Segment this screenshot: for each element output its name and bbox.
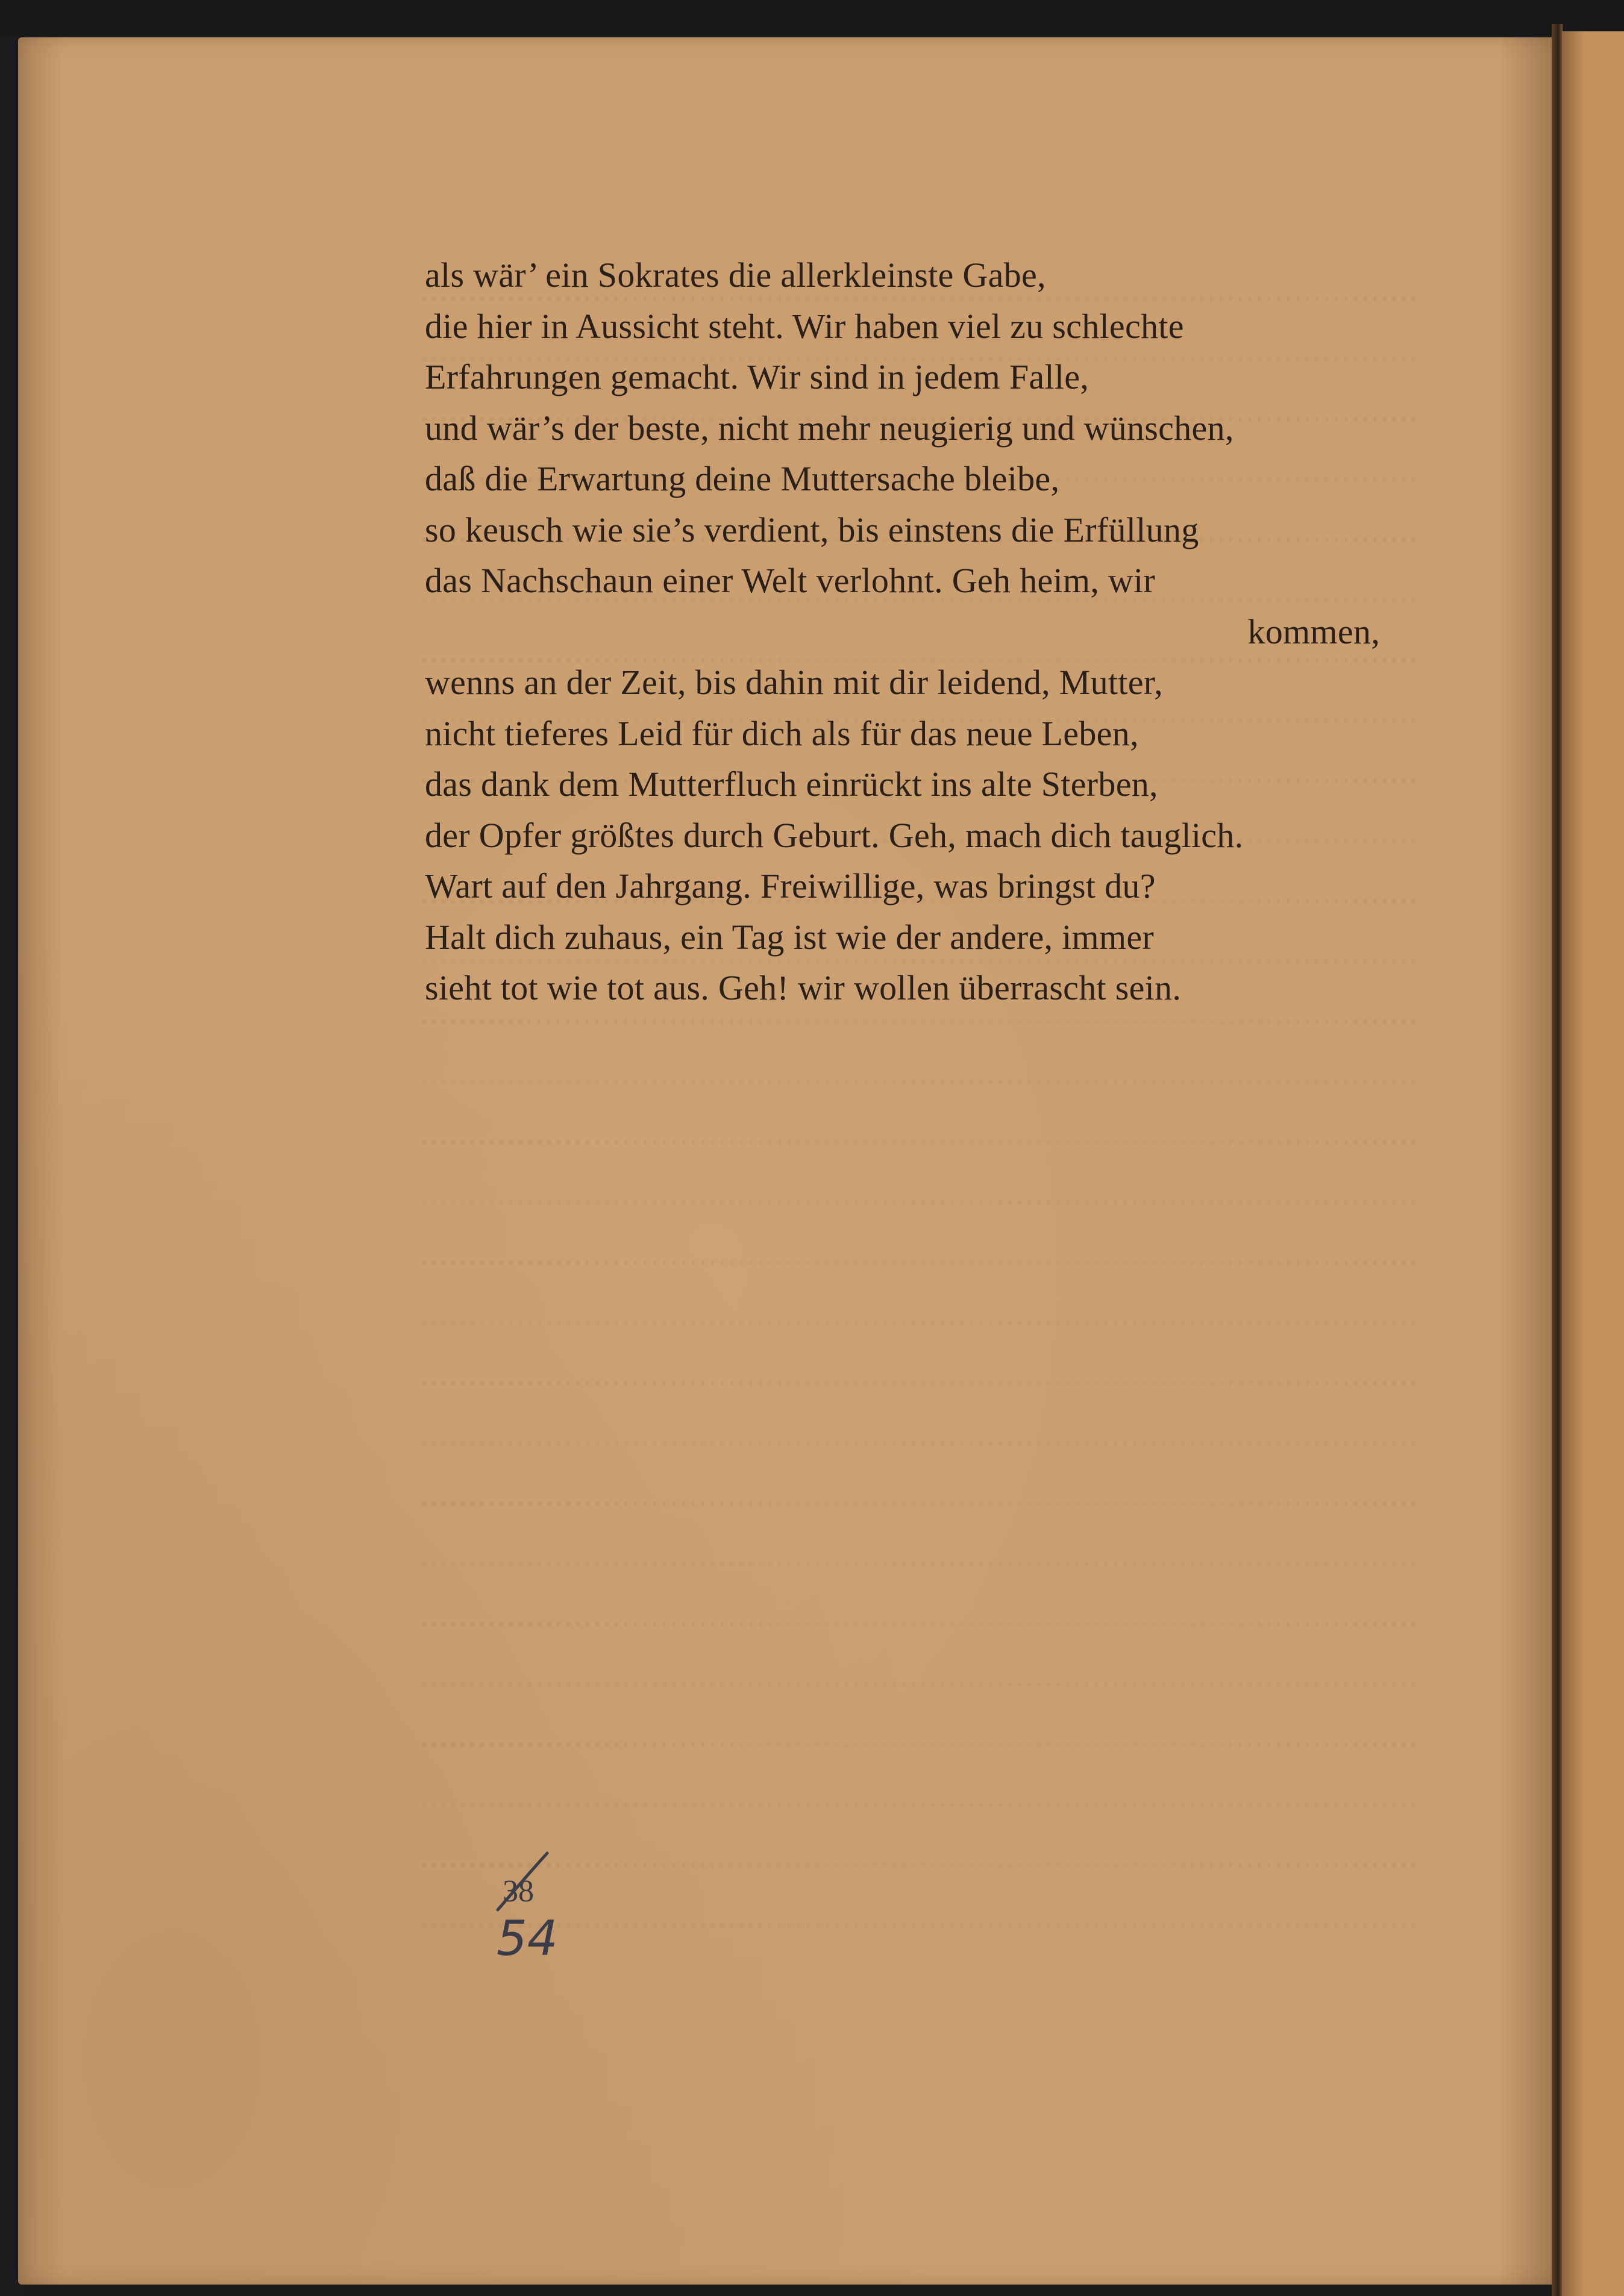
poem-line: als wär’ ein Sokrates die allerkleinste Gabe, [425, 255, 1046, 295]
poem-line: und wär’s der beste, nicht mehr neugierig und wünschen, [425, 408, 1234, 448]
book-gutter [1552, 24, 1563, 2296]
old-page-number: 38 [503, 1874, 534, 1909]
poem-line-runover: kommen, [1247, 612, 1380, 651]
poem-line: so keusch wie sie’s verdient, bis einstens die Erfüllung [425, 510, 1199, 549]
poem-line: daß die Erwartung deine Muttersache bleibe, [425, 459, 1060, 498]
strikethrough-mark [495, 1850, 550, 1916]
poem-line: der Opfer größtes durch Geburt. Geh, mach dich tauglich. [425, 815, 1244, 855]
facing-page-edge [1562, 31, 1624, 2296]
poem-line: Halt dich zuhaus, ein Tag ist wie der andere, immer [425, 917, 1155, 957]
poem-line: sieht tot wie tot aus. Geh! wir wollen überrascht sein. [425, 968, 1182, 1007]
scanner-background-top [0, 0, 1624, 36]
poem-line: wenns an der Zeit, bis dahin mit dir leidend, Mutter, [425, 663, 1163, 702]
poem-line: die hier in Aussicht steht. Wir haben viel zu schlechte [425, 306, 1184, 346]
poem-line: das dank dem Mutterfluch einrückt ins alte Sterben, [425, 765, 1158, 804]
new-page-number: 54 [497, 1910, 558, 1966]
handwritten-page-number [495, 1850, 580, 1970]
poem-line: das Nachschaun einer Welt verlohnt. Geh heim, wir [425, 561, 1156, 600]
poem-line: Erfahrungen gemacht. Wir sind in jedem Falle, [425, 357, 1089, 396]
poem-line: Wart auf den Jahrgang. Freiwillige, was bringst du? [425, 866, 1156, 906]
poem-line: nicht tieferes Leid für dich als für das neue Leben, [425, 713, 1139, 753]
poem-text [425, 250, 1437, 1014]
